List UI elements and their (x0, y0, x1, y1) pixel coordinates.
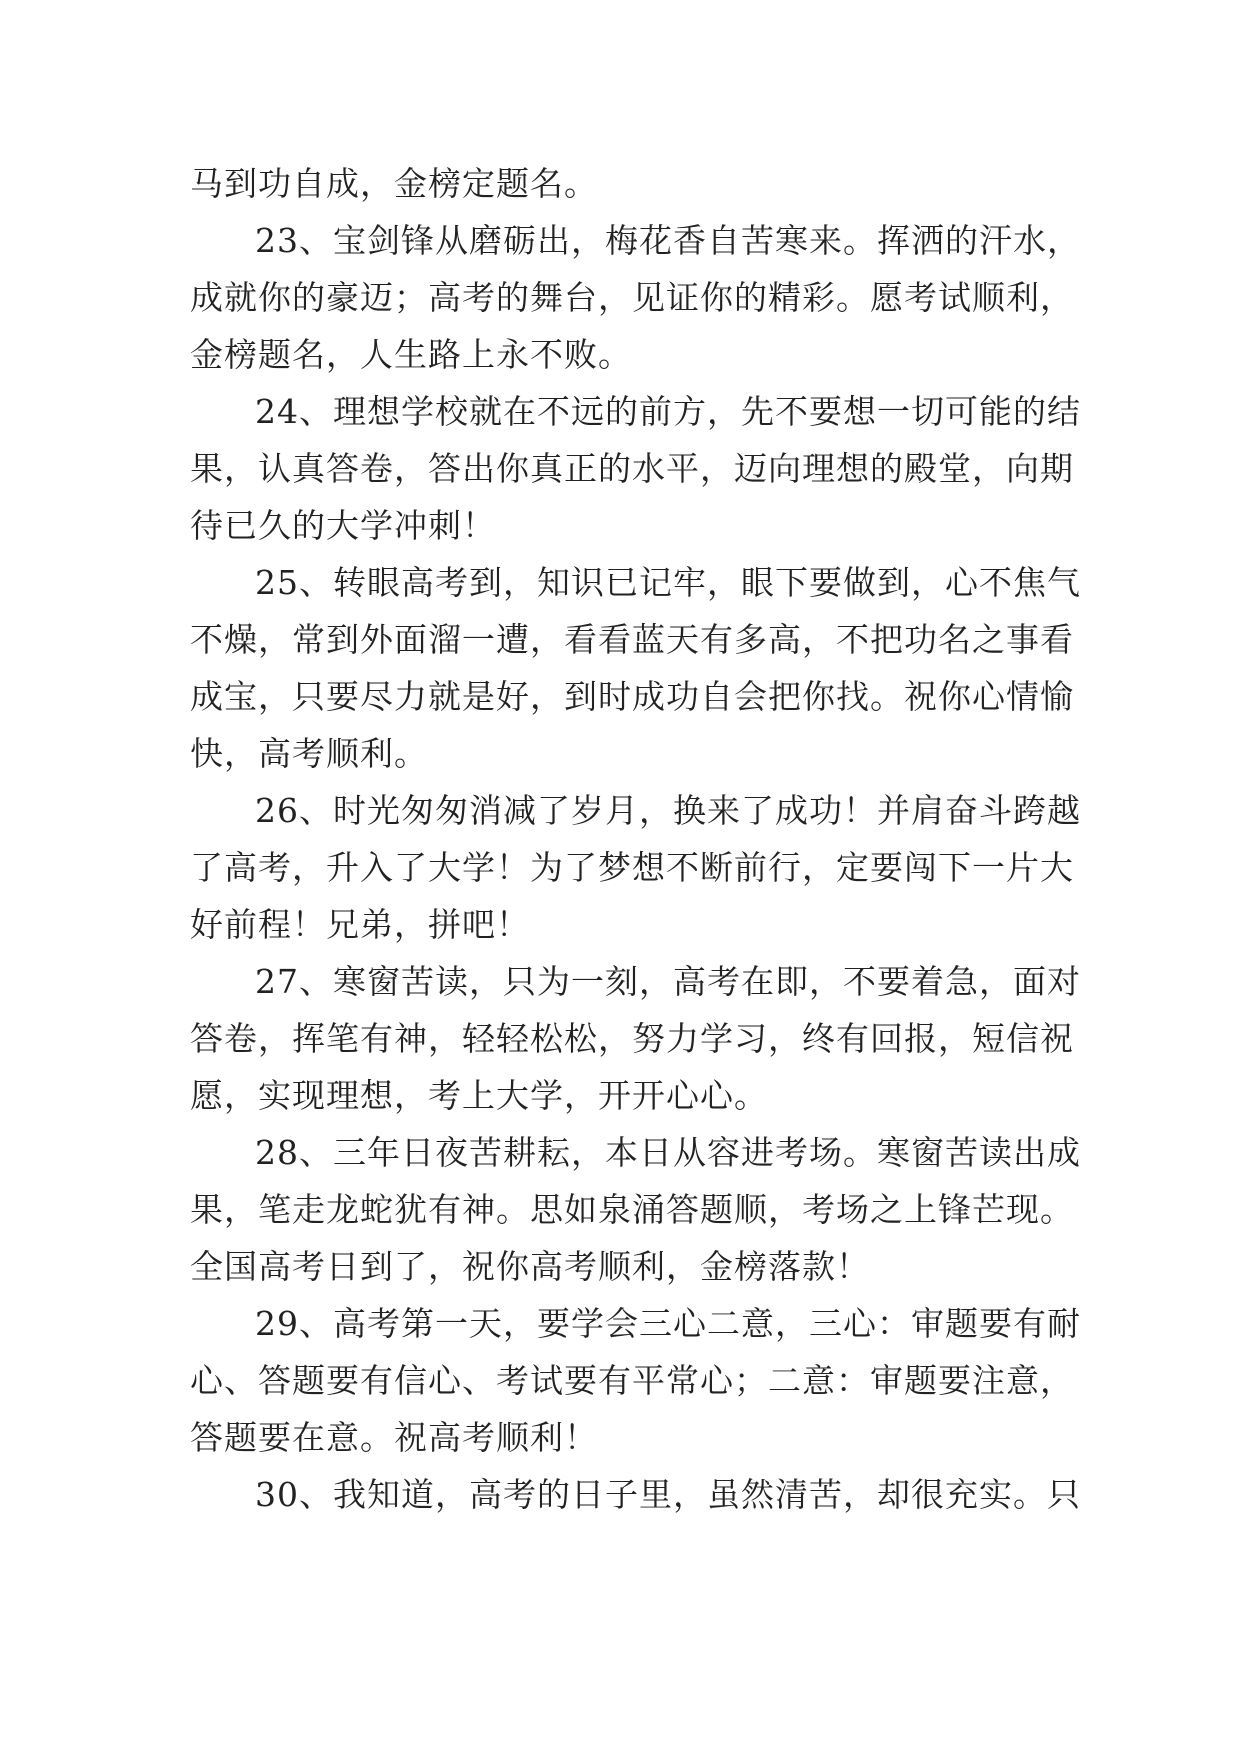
paragraph-28-line-1: 28、三年日夜苦耕耘，本日从容进考场。寒窗苦读出成 (255, 1133, 1081, 1172)
text-line: 愿，实现理想，考上大学，开开心心。 (190, 1076, 768, 1115)
paragraph-26-line-1: 26、时光匆匆消减了岁月，换来了成功！并肩奋斗跨越 (255, 791, 1081, 830)
paragraph-30-line-1: 30、我知道，高考的日子里，虽然清苦，却很充实。只 (255, 1475, 1081, 1514)
text-line: 答题要在意。祝高考顺利！ (190, 1418, 598, 1457)
text-line: 果，认真答卷，答出你真正的水平，迈向理想的殿堂，向期 (190, 449, 1074, 488)
text-line: 待已久的大学冲刺！ (190, 506, 496, 545)
text-line: 答卷，挥笔有神，轻轻松松，努力学习，终有回报，短信祝 (190, 1019, 1074, 1058)
text-line: 快，高考顺利。 (190, 734, 428, 773)
paragraph-27-line-1: 27、寒窗苦读，只为一刻，高考在即，不要着急，面对 (255, 962, 1081, 1001)
text-line: 金榜题名，人生路上永不败。 (190, 335, 632, 374)
text-line: 好前程！兄弟，拼吧！ (190, 905, 530, 944)
text-line: 了高考，升入了大学！为了梦想不断前行，定要闯下一片大 (190, 848, 1074, 887)
text-line: 果，笔走龙蛇犹有神。思如泉涌答题顺，考场之上锋芒现。 (190, 1190, 1074, 1229)
text-line: 全国高考日到了，祝你高考顺利，金榜落款！ (190, 1247, 870, 1286)
paragraph-24-line-1: 24、理想学校就在不远的前方，先不要想一切可能的结 (255, 392, 1081, 431)
paragraph-25-line-1: 25、转眼高考到，知识已记牢，眼下要做到，心不焦气 (255, 563, 1081, 602)
paragraph-29-line-1: 29、高考第一天，要学会三心二意，三心：审题要有耐 (255, 1304, 1081, 1343)
paragraph-23-line-1: 23、宝剑锋从磨砺出，梅花香自苦寒来。挥洒的汗水， (255, 221, 1081, 260)
text-line: 不燥，常到外面溜一遭，看看蓝天有多高，不把功名之事看 (190, 620, 1074, 659)
text-line: 马到功自成，金榜定题名。 (190, 164, 598, 203)
text-line: 成就你的豪迈；高考的舞台，见证你的精彩。愿考试顺利， (190, 278, 1074, 317)
text-line: 心、答题要有信心、考试要有平常心；二意：审题要注意， (190, 1361, 1074, 1400)
text-line: 成宝，只要尽力就是好，到时成功自会把你找。祝你心情愉 (190, 677, 1074, 716)
